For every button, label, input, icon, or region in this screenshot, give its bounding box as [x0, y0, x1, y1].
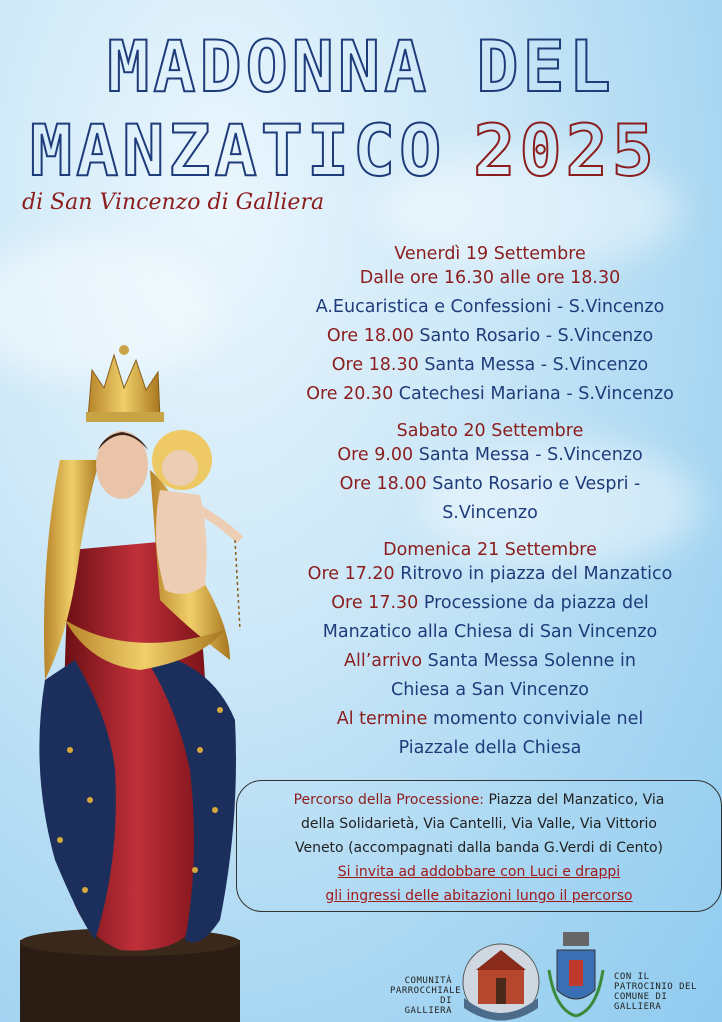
day-heading-sunday: Domenica 21 Settembre	[383, 540, 597, 560]
subtitle: di San Vincenzo di Galliera	[22, 190, 325, 215]
event-line: Al termine momento conviviale nel	[336, 709, 644, 729]
friday-times: Dalle ore 16.30 alle ore 18.30	[359, 268, 621, 288]
title-manzatico: MANZATICO	[30, 110, 446, 192]
day-heading-saturday: Sabato 20 Settembre	[396, 421, 584, 441]
madonna-statue-image	[0, 300, 260, 1022]
route-line: Percorso della Processione: Piazza del Manzatico, Via	[293, 792, 665, 808]
event-line: Ore 17.20 Ritrovo in piazza del Manzatico	[307, 564, 673, 584]
title-line-2	[30, 110, 722, 192]
event-line: Ore 20.30 Catechesi Mariana - S.Vincenzo	[306, 384, 674, 404]
day-heading-friday: Venerdì 19 Settembre	[394, 244, 586, 264]
parish-logo	[454, 938, 548, 1022]
event-line: Piazzale della Chiesa	[398, 738, 582, 758]
event-line: Ore 18.00 Santo Rosario e Vespri -	[339, 474, 641, 494]
municipality-coat-of-arms	[545, 930, 607, 1020]
event-line: S.Vincenzo	[442, 503, 538, 523]
title-year: 2025	[473, 110, 658, 192]
event-line: A.Eucaristica e Confessioni - S.Vincenzo	[315, 297, 665, 317]
route-line: della Solidarietà, Via Cantelli, Via Valle, Via Vittorio	[301, 816, 657, 832]
event-line: Manzatico alla Chiesa di San Vincenzo	[322, 622, 658, 642]
parish-label: COMUNITÀ PARROCCHIALE DI GALLIERA	[390, 976, 462, 1016]
invite-line: Si invita ad addobbare con Luci e drappi	[337, 864, 621, 880]
event-line: Chiesa a San Vincenzo	[390, 680, 590, 700]
title-line-1: MADONNA DEL	[107, 26, 615, 108]
event-schedule	[270, 244, 710, 763]
event-line: Ore 18.30 Santa Messa - S.Vincenzo	[331, 355, 649, 375]
event-line: Ore 17.30 Processione da piazza del	[331, 593, 649, 613]
event-line: Ore 18.00 Santo Rosario - S.Vincenzo	[326, 326, 654, 346]
event-line: All’arrivo Santa Messa Solenne in	[344, 651, 636, 671]
event-line: Ore 9.00 Santa Messa - S.Vincenzo	[337, 445, 643, 465]
route-line: Veneto (accompagnati dalla banda G.Verdi di Cento)	[294, 840, 664, 856]
procession-route-box	[236, 780, 722, 912]
invite-line: gli ingressi delle abitazioni lungo il percorso	[325, 888, 633, 904]
footer-logos	[390, 930, 720, 1022]
patronage-label: CON IL PATROCINIO DEL COMUNE DI GALLIERA	[614, 972, 697, 1012]
